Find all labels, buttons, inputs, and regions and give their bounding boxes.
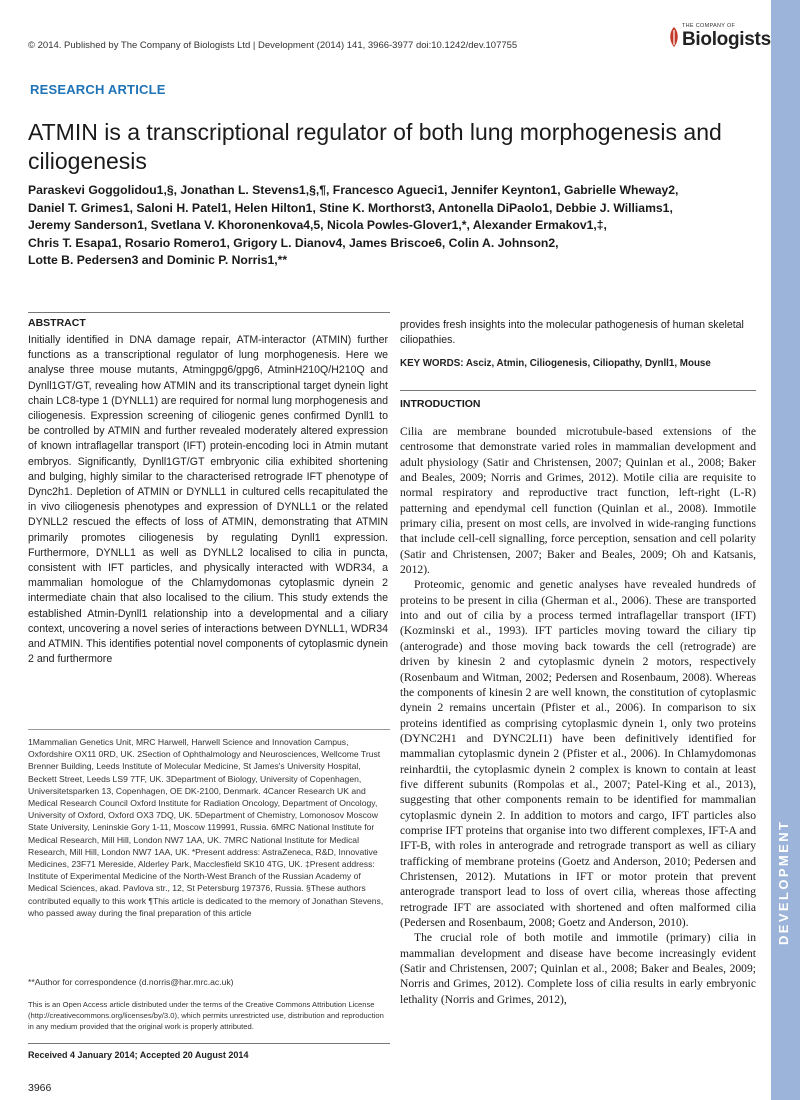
abstract-rule [28,312,390,313]
abstract-text: Initially identified in DNA damage repair, ATM-interactor (ATMIN) further functions as a transcriptional regulator of lung morphogenesis. Here we analyse three mouse mutants, Atmingpg6/gpg6, AtminH210Q/H210Q and Dynll1GT/GT, revealing how ATMIN and its transcriptional target dynein light chain LC8-type 1 (DYNLL1) are required for normal lung morphogenesis and ciliogenesis. Expression screening of ciliogenic genes confirmed Dynll1 to be controlled by ATMIN and further revealed moderately altered expression of known intraflagellar transport (IFT) protein-encoding loci in Atmin mutant embryos. Significantly, Dynll1GT/GT embryonic cilia exhibited shortening and bulging, highly similar to the characterised retrograde IFT phenotype of Dync2h1. Depletion of ATMIN or DYNLL1 in cultured cells recapitulated the in vivo ciliogenesis phenotypes and expression of DYNLL1 or the related DYNLL2 rescued the effects of loss of ATMIN, demonstrating that ATMIN primarily promotes ciliogenesis by regulating Dynll1 expression. Furthermore, DYNLL1 as well as DYNLL2 localised to cilia in puncta, consistent with IFT particles, and physically interacted with WDR34, a mammalian homologue of the Chlamydomonas cytoplasmic dynein 2 intermediate chain that also localised to the cilium. This study extends the established Atmin-Dynll1 relationship into a developmental and a ciliary context, uncovering a novel series of interactions between DYNLL1, WDR34 and ATMIN. This identifies potential novel components of cytoplasmic dynein 2 and furthermore [28,334,388,666]
introduction-heading: INTRODUCTION [400,398,481,410]
introduction-paragraph: The crucial role of both motile and immotile (primary) cilia in mammalian development and disease have become increasingly evident (Satir and Christensen, 2007; Quinlan et al., 2008; Baker and Beales, 2009; Norris and Grimes, 2012). Complete loss of cilia results in early embryonic lethality (Norris and Grimes, 2012), [400,931,756,1006]
abstract-heading: ABSTRACT [28,317,86,329]
affiliation-rule [28,729,390,730]
logo-small-text: THE COMPANY OF [682,23,736,29]
author-line: Jeremy Sanderson1, Svetlana V. Khoronenkova4,5, Nicola Powles-Glover1,*, Alexander Ermakov1,‡, [28,218,607,233]
logo-big-text: Biologists [682,29,771,50]
author-list [28,182,763,270]
introduction-paragraph: Cilia are membrane bounded microtubule-based extensions of the centrosome that demonstrate varied roles in mammalian development and adult physiology (Satir and Christensen, 2007; Quinlan et al., 2008; Baker and Beales, 2009; Norris and Grimes, 2012). Motile cilia are requisite to normal respiratory and reproductive tract function, left-right (L-R) patterning and ependymal cell function (Quinlan et al., 2008). Immotile primary cilia, present on most cells, are involved in wide-ranging functions that include cell-cell signalling, force perception, sensation and cell polarity (Satir and Christensen, 2007; Baker and Beales, 2009; Oh and Katsanis, 2012). [400,425,756,577]
introduction-paragraph: Proteomic, genomic and genetic analyses have revealed hundreds of proteins to be present in cilia (Gherman et al., 2006). These are transported into and out of cilia by a process termed intraflagellar transport (IFT) (Kozminski et al., 1993). IFT particles moving toward the ciliary tip (anterograde) and those moving back towards the cell (retrograde) are driven by kinesin 2 and cytoplasmic dynein 2 motors, respectively (Rosenbaum and Witman, 2002; Pedersen and Rosenbaum, 2008). Whereas the components of kinesin 2 are well known, the constitution of cytoplasmic dynein 2 remains uncertain (Pfister et al., 2006). In comparison to six proteins identified as comprising cytoplasmic dynein 1, only two proteins (DYNC2H1 and DYNC2LI1) have been definitively identified for mammalian cytoplasmic dynein 2 (Pfister et al., 2006). In Chlamydomonas reinhardtii, the cytoplasmic dynein 2 complex is known to contain at least five different subunits (Rompolas et al., 2007; Patel-King et al., 2013), suggesting that other components remain to be identified for mammalian cytoplasmic dynein 2. In addition to motors and cargo, IFT particles also comprise IFT proteins that organise into two different complexes, IFT-A and IFT-B, with roles in anterograde and retrograde transport as well as ciliary trafficking of membrane proteins (Goetz and Anderson, 2010; Pedersen and Christensen, 2012). Mutations in IFT or motor protein that prevent anterograde transport lead to loss of overt cilia, whereas those affecting retrograde IFT are associated with shortened and often malformed cilia (Pedersen and Rosenbaum, 2008; Goetz and Anderson, 2010). [400,578,756,929]
publisher-logo [668,20,771,60]
keywords: KEY WORDS: Asciz, Atmin, Ciliogenesis, Ciliopathy, Dynll1, Mouse [400,358,711,369]
page-number: 3966 [28,1082,52,1094]
introduction-text [400,424,756,1007]
abstract-continuation: provides fresh insights into the molecular pathogenesis of human skeletal ciliopathies. [400,319,744,347]
introduction-rule [400,390,756,391]
logo-mark-icon [668,26,680,48]
author-line: Paraskevi Goggolidou1,§, Jonathan L. Stevens1,§,¶, Francesco Agueci1, Jennifer Keynton1, Gabrielle Wheway2, [28,183,679,197]
journal-sidebar-label: DEVELOPMENT [776,819,791,945]
author-line: Daniel T. Grimes1, Saloni H. Patel1, Helen Hilton1, Stine K. Morthorst3, Antonella DiPaolo1, Debbie J. Williams1, [28,200,673,215]
article-type: RESEARCH ARTICLE [30,82,166,97]
license-notice: This is an Open Access article distributed under the terms of the Creative Commons Attribution License (http://creativecommons.org/licenses/by/3.0), which permits unrestricted use, distribution and reproduction in any medium provided that the original work is properly attributed. [28,1000,384,1031]
author-line: Lotte B. Pedersen3 and Dominic P. Norris1,** [28,253,288,268]
article-title: ATMIN is a transcriptional regulator of both lung morphogenesis and ciliogenesis [28,119,722,174]
author-line: Chris T. Esapa1, Rosario Romero1, Grigory L. Dianov4, James Briscoe6, Colin A. Johnson2, [28,235,559,250]
received-dates: Received 4 January 2014; Accepted 20 August 2014 [28,1050,249,1060]
correspondence: **Author for correspondence (d.norris@har.mrc.ac.uk) [28,977,234,987]
affiliations: 1Mammalian Genetics Unit, MRC Harwell, Harwell Science and Innovation Campus, Oxfordshire OX11 0RD, UK. 2Section of Ophthalmology and Neurosciences, Wellcome Trust Brenner Building, Leeds Institute of Molecular Medicine, St James's University Hospital, Beckett Street, Leeds LS9 7TF, UK. 3Department of Biology, University of Copenhagen, Universitetsparken 13, Copenhagen, OE DK-2100, Denmark. 4Cancer Research UK and Medical Research Council Oxford Institute for Radiation Oncology, Department of Oncology, University of Oxford, Oxford OX3 7DQ, UK. 5Department of Chemistry, Lomonosov Moscow State University, Leninskie Gory 1-11, Moscow 119991, Russia. 6MRC National Institute for Medical Research, Mill Hill, London NW7 1AA, UK. 7MRC National Institute for Medical Research, Mill Hill, London NW7 1AA, UK. *Present address: AstraZeneca, R&D, Innovative Medicines, 23F71 Mereside, Alderley Park, Macclesfield SK10 4TG, UK. ‡Present address: Institute of Experimental Medicine of the North-West Branch of the Russian Academy of Medical Sciences, akad. Pavlova str., 12, St Petersburg 197376, Russia. §These authors contributed equally to this work ¶This article is dedicated to the memory of Jonathan Stevens, who passed away during the final preparation of this article [28,737,384,918]
citation-header: © 2014. Published by The Company of Biologists Ltd | Development (2014) 141, 3966-3977 doi:10.1242/dev.107755 [28,40,518,51]
received-rule [28,1043,390,1044]
